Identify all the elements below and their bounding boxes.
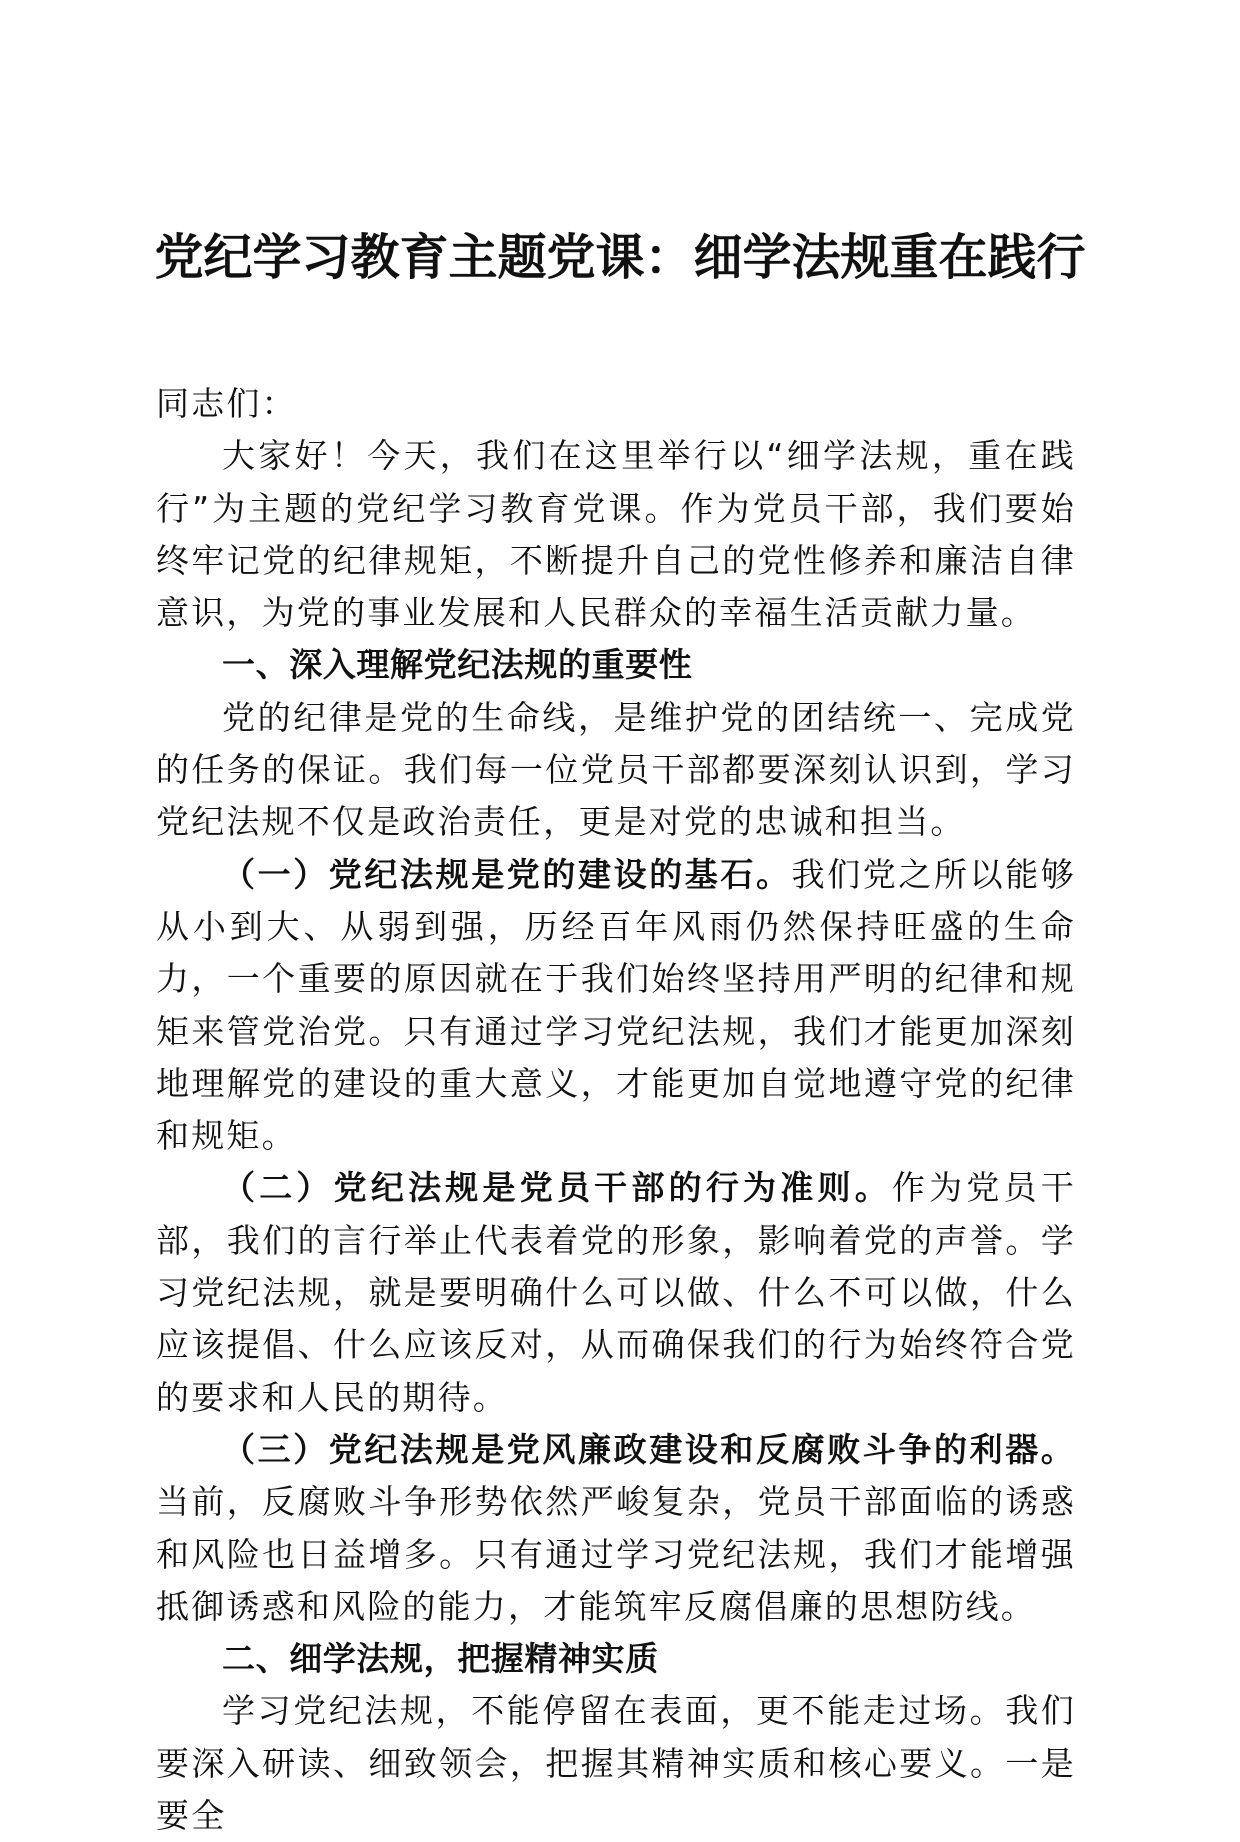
section-heading-1: 一、深入理解党纪法规的重要性 <box>222 645 693 685</box>
document-body <box>156 378 1076 1842</box>
point-2-paragraph <box>156 1162 1076 1423</box>
point-3-paragraph <box>156 1424 1076 1633</box>
section-2-paragraph: 学习党纪法规，不能停留在表面，更不能走过场。我们要深入研读、细致领会，把握其精神实质和核心要义。一是要全 <box>156 1691 1076 1836</box>
section-1-paragraph: 党的纪律是党的生命线，是维护党的团结统一、完成党的任务的保证。我们每一位党员干部都要深刻认识到，学习党纪法规不仅是政治责任，更是对党的忠诚和担当。 <box>156 697 1076 842</box>
document-title: 党纪学习教育主题党课：细学法规重在践行 <box>154 228 1086 286</box>
point-2-text: 作为党员干部，我们的言行举止代表着党的形象，影响着党的声誉。学习党纪法规，就是要明确什么可以做、什么不可以做，什么应该提倡、什么应该反对，从而确保我们的行为始终符合党的要求和人民的期待。 <box>156 1168 1076 1417</box>
point-1-paragraph <box>156 849 1076 1163</box>
salutation: 同志们： <box>156 384 297 423</box>
intro-paragraph: 大家好！今天，我们在这里举行以“细学法规，重在践行”为主题的党纪学习教育党课。作为党员干部，我们要始终牢记党的纪律规矩，不断提升自己的党性修养和廉洁自律意识，为党的事业发展和人民群众的幸福生活贡献力量。 <box>156 436 1076 633</box>
point-3-lead: （三）党纪法规是党风廉政建设和反腐败斗争的利器。 <box>222 1429 1076 1469</box>
point-3-text: 当前，反腐败斗争形势依然严峻复杂，党员干部面临的诱惑和风险也日益增多。只有通过学习党纪法规，我们才能增强抵御诱惑和风险的能力，才能筑牢反腐倡廉的思想防线。 <box>156 1482 1076 1626</box>
point-2-lead: （二）党纪法规是党员干部的行为准则。 <box>222 1168 892 1208</box>
point-1-lead: （一）党纪法规是党的建设的基石。 <box>222 854 792 894</box>
section-heading-2: 二、细学法规，把握精神实质 <box>222 1639 659 1679</box>
point-1-text: 我们党之所以能够从小到大、从弱到强，历经百年风雨仍然保持旺盛的生命力，一个重要的原因就在于我们始终坚持用严明的纪律和规矩来管党治党。只有通过学习党纪法规，我们才能更加深刻地理解党的建设的重大意义，才能更加自觉地遵守党的纪律和规矩。 <box>156 854 1076 1156</box>
